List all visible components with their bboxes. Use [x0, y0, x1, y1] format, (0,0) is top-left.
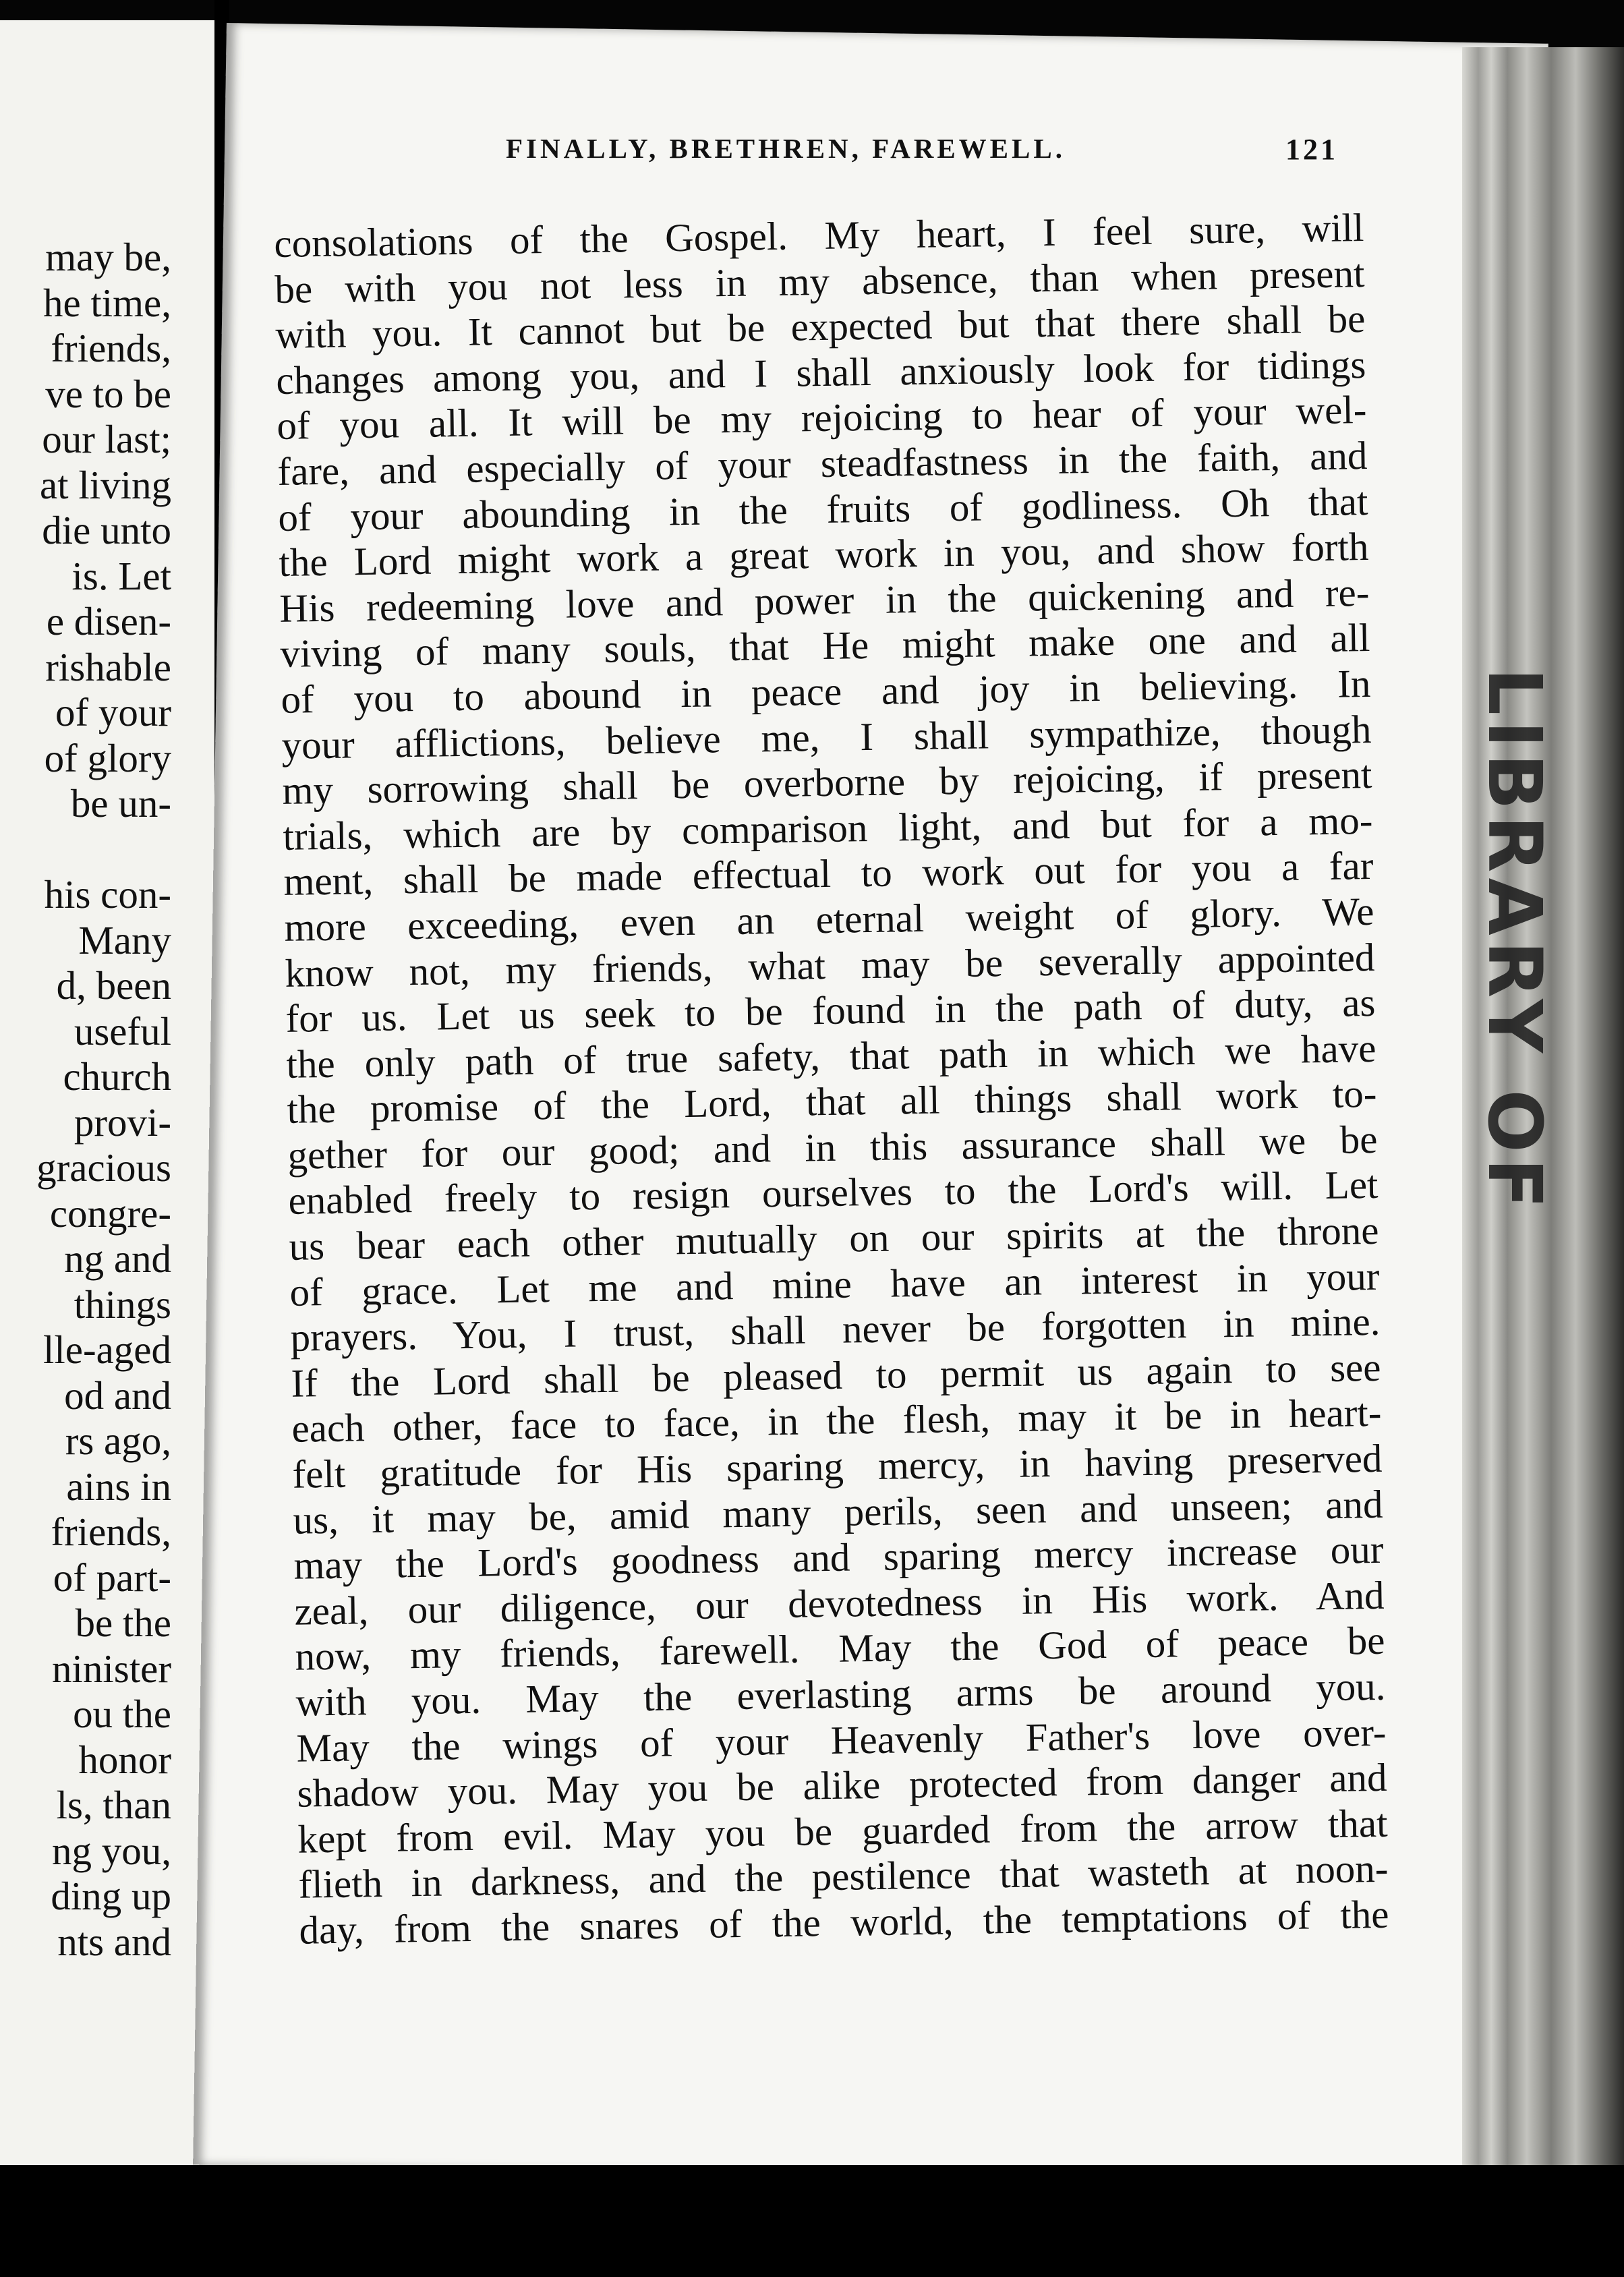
- text-line: If the Lord shall be pleased to permit us again to see: [291, 1344, 1381, 1406]
- text-line: us bear each other mutually on our spirits at the throne: [289, 1207, 1379, 1269]
- text-line: trials, which are by comparison light, and but for a mo-: [283, 797, 1373, 859]
- left-line: congre-: [49, 1190, 171, 1236]
- left-line: his con-: [44, 872, 171, 917]
- text-line: changes among you, and I shall anxiously look for tidings: [276, 341, 1366, 403]
- left-line: lle-aged: [43, 1327, 171, 1372]
- left-line: ains in: [66, 1464, 171, 1509]
- left-line: provi-: [74, 1099, 171, 1145]
- text-line: viving of many souls, that He might make one and all: [280, 615, 1370, 676]
- left-line: things: [74, 1281, 171, 1327]
- left-line: ls, than: [56, 1783, 171, 1827]
- left-line: of part-: [53, 1555, 171, 1600]
- text-line: us, it may be, amid many perils, seen and unseen; and: [293, 1481, 1383, 1543]
- scan-bottom-border: [0, 2165, 1624, 2277]
- body-text: [274, 205, 1389, 1953]
- text-line: more exceeding, even an eternal weight of glory. We: [284, 888, 1374, 950]
- text-line: your afflictions, believe me, I shall sympathize, though: [281, 706, 1372, 768]
- left-line: [36, 827, 171, 873]
- left-line: be un-: [70, 781, 171, 826]
- text-line: may the Lord's goodness and sparing mercy increase our: [293, 1527, 1384, 1588]
- left-line: d, been: [56, 963, 171, 1008]
- text-line: the promise of the Lord, that all things shall work to-: [287, 1071, 1377, 1132]
- left-line: useful: [74, 1008, 171, 1054]
- left-line: die unto: [42, 508, 171, 552]
- left-line: ng and: [64, 1236, 171, 1281]
- text-line: my sorrowing shall be overborne by rejoicing, if present: [282, 752, 1372, 813]
- text-line: of grace. Let me and mine have an interest in your: [289, 1253, 1380, 1315]
- left-line: of glory: [44, 735, 171, 780]
- left-page-text: [36, 235, 171, 1965]
- left-line: ve to be: [45, 371, 171, 416]
- left-line: ng you,: [52, 1828, 171, 1873]
- text-line: with you. May the everlasting arms be around you.: [295, 1663, 1386, 1725]
- left-line: Many: [78, 917, 171, 962]
- left-line: rs ago,: [65, 1418, 171, 1463]
- left-line: e disen-: [46, 599, 171, 643]
- text-line: shadow you. May you be alike protected from danger and: [297, 1754, 1387, 1816]
- text-line: day, from the snares of the world, the temptations of the: [299, 1891, 1389, 1953]
- text-line: consolations of the Gospel. My heart, I feel sure, will: [274, 205, 1364, 266]
- left-line: ding up: [51, 1874, 171, 1918]
- left-line: ou the: [73, 1692, 171, 1736]
- text-line: the only path of true safety, that path in which we have: [286, 1025, 1376, 1087]
- left-line: od and: [64, 1373, 171, 1418]
- text-line: prayers. You, I trust, shall never be forgotten in mine.: [290, 1299, 1381, 1360]
- left-line: at living: [39, 462, 171, 507]
- left-line: rishable: [45, 644, 171, 689]
- text-line: flieth in darkness, and the pestilence that wasteth at noon-: [298, 1846, 1389, 1907]
- text-line: the Lord might work a great work in you, and show forth: [279, 524, 1369, 585]
- left-line: honor: [78, 1737, 171, 1782]
- text-line: of your abounding in the fruits of godliness. Oh that: [278, 478, 1368, 540]
- text-line: ment, shall be made effectual to work out for you a far: [283, 843, 1374, 904]
- text-line: zeal, our diligence, our devotedness in His work. And: [294, 1572, 1385, 1634]
- running-header: [274, 132, 1360, 173]
- text-line: know not, my friends, what may be severally appointed: [285, 934, 1375, 996]
- text-line: each other, face to face, in the flesh, may it be in heart-: [291, 1390, 1382, 1451]
- left-line: be the: [75, 1601, 171, 1645]
- text-line: now, my friends, farewell. May the God of peace be: [295, 1618, 1385, 1679]
- left-line: he time,: [42, 280, 171, 325]
- page-number: 121: [1285, 133, 1338, 166]
- left-line: nts and: [57, 1919, 171, 1964]
- text-line: gether for our good; and in this assurance shall we be: [287, 1116, 1378, 1178]
- left-line: ninister: [52, 1646, 171, 1691]
- text-line: with you. It cannot but be expected but that there shall be: [275, 296, 1366, 357]
- text-line: for us. Let us seek to be found in the path of duty, as: [285, 979, 1376, 1041]
- left-facing-page: [0, 20, 214, 2165]
- text-line: fare, and especially of your steadfastness in the faith, and: [277, 432, 1368, 494]
- text-line: kept from evil. May you be guarded from the arrow that: [297, 1800, 1388, 1862]
- text-line: enabled freely to resign ourselves to the Lord's will. Let: [288, 1162, 1379, 1223]
- text-line: of you all. It will be my rejoicing to hear of your wel-: [277, 387, 1367, 449]
- text-line: felt gratitude for His sparing mercy, in having preserved: [292, 1435, 1383, 1497]
- text-line: His redeeming love and power in the quickening and re-: [279, 569, 1370, 631]
- library-edge-stamp: LIBRARY OF: [1472, 668, 1558, 1214]
- left-line: friends,: [51, 326, 171, 370]
- left-line: friends,: [51, 1509, 171, 1554]
- left-line: is. Let: [71, 553, 171, 598]
- left-line: of your: [55, 690, 171, 734]
- text-line: of you to abound in peace and joy in believing. In: [281, 660, 1371, 722]
- left-line: may be,: [45, 235, 171, 279]
- text-line: May the wings of your Heavenly Father's love over-: [296, 1709, 1387, 1770]
- running-head-title: FINALLY, BRETHREN, FAREWELL.: [506, 133, 1066, 164]
- left-line: our last;: [42, 417, 171, 461]
- left-line: gracious: [36, 1145, 171, 1190]
- left-line: church: [63, 1054, 171, 1099]
- text-line: be with you not less in my absence, than when present: [274, 250, 1365, 312]
